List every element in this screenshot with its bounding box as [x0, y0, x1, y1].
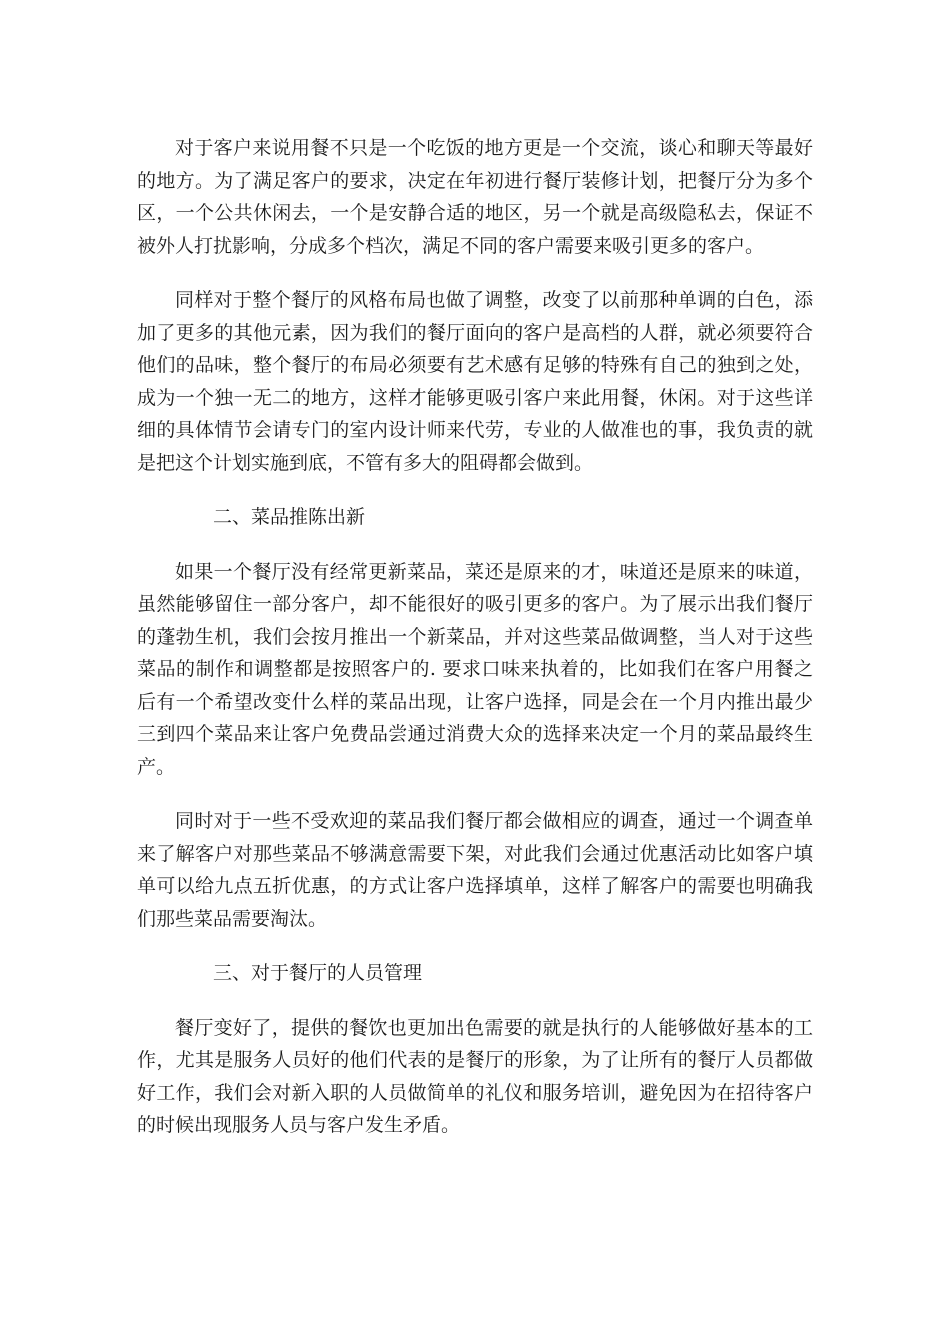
paragraph-new-dishes: 如果一个餐厅没有经常更新菜品，菜还是原来的才，味道还是原来的味道，虽然能够留住一部分客户，却不能很好的吸引更多的客户。为了展示出我们餐厅的蓬勃生机，我们会按月推出一个新菜品，并对这些菜品做调整，当人对于这些菜品的制作和调整都是按照客户的. 要求口味来执着的，比如我们在客户用餐之后有一个希望改变什么样的菜品出现，让客户选择，同是会在一个月内推出最少三到四个菜品来让客户免费品尝通过消费大众的选择来决定一个月的菜品最终生产。 — [137, 560, 813, 778]
paragraph-survey: 同时对于一些不受欢迎的菜品我们餐厅都会做相应的调查，通过一个调查单来了解客户对那些菜品不够满意需要下架，对此我们会通过优惠活动比如客户填单可以给九点五折优惠，的方式让客户选择填单，这样了解客户的需要也明确我们那些菜品需要淘汰。 — [137, 810, 813, 930]
section-heading-staff: 三、对于餐厅的人员管理 — [213, 962, 423, 984]
paragraph-style-layout: 同样对于整个餐厅的风格布局也做了调整，改变了以前那种单调的白色，添加了更多的其他元素，因为我们的餐厅面向的客户是高档的人群，就必须要符合他们的品味，整个餐厅的布局必须要有艺术感有足够的特殊有自己的独到之处，成为一个独一无二的地方，这样才能够更吸引客户来此用餐，休闲。对于这些详细的具体情节会请专门的室内设计师来代劳，专业的人做准也的事，我负责的就是把这个计划实施到底，不管有多大的阻碍都会做到。 — [137, 289, 813, 474]
paragraph-dining-purpose: 对于客户来说用餐不只是一个吃饭的地方更是一个交流，谈心和聊天等最好的地方。为了满足客户的要求，决定在年初进行餐厅装修计划，把餐厅分为多个区，一个公共休闲去，一个是安静合适的地区，另一个就是高级隐私去，保证不被外人打扰影响，分成多个档次，满足不同的客户需要来吸引更多的客户。 — [137, 137, 813, 257]
document-page — [137, 132, 813, 1142]
section-heading-dishes: 二、菜品推陈出新 — [213, 506, 366, 528]
paragraph-staff-training: 餐厅变好了，提供的餐饮也更加出色需要的就是执行的人能够做好基本的工作，尤其是服务人员好的他们代表的是餐厅的形象，为了让所有的餐厅人员都做好工作，我们会对新入职的人员做简单的礼仪和服务培训，避免因为在招待客户的时候出现服务人员与客户发生矛盾。 — [137, 1016, 813, 1136]
